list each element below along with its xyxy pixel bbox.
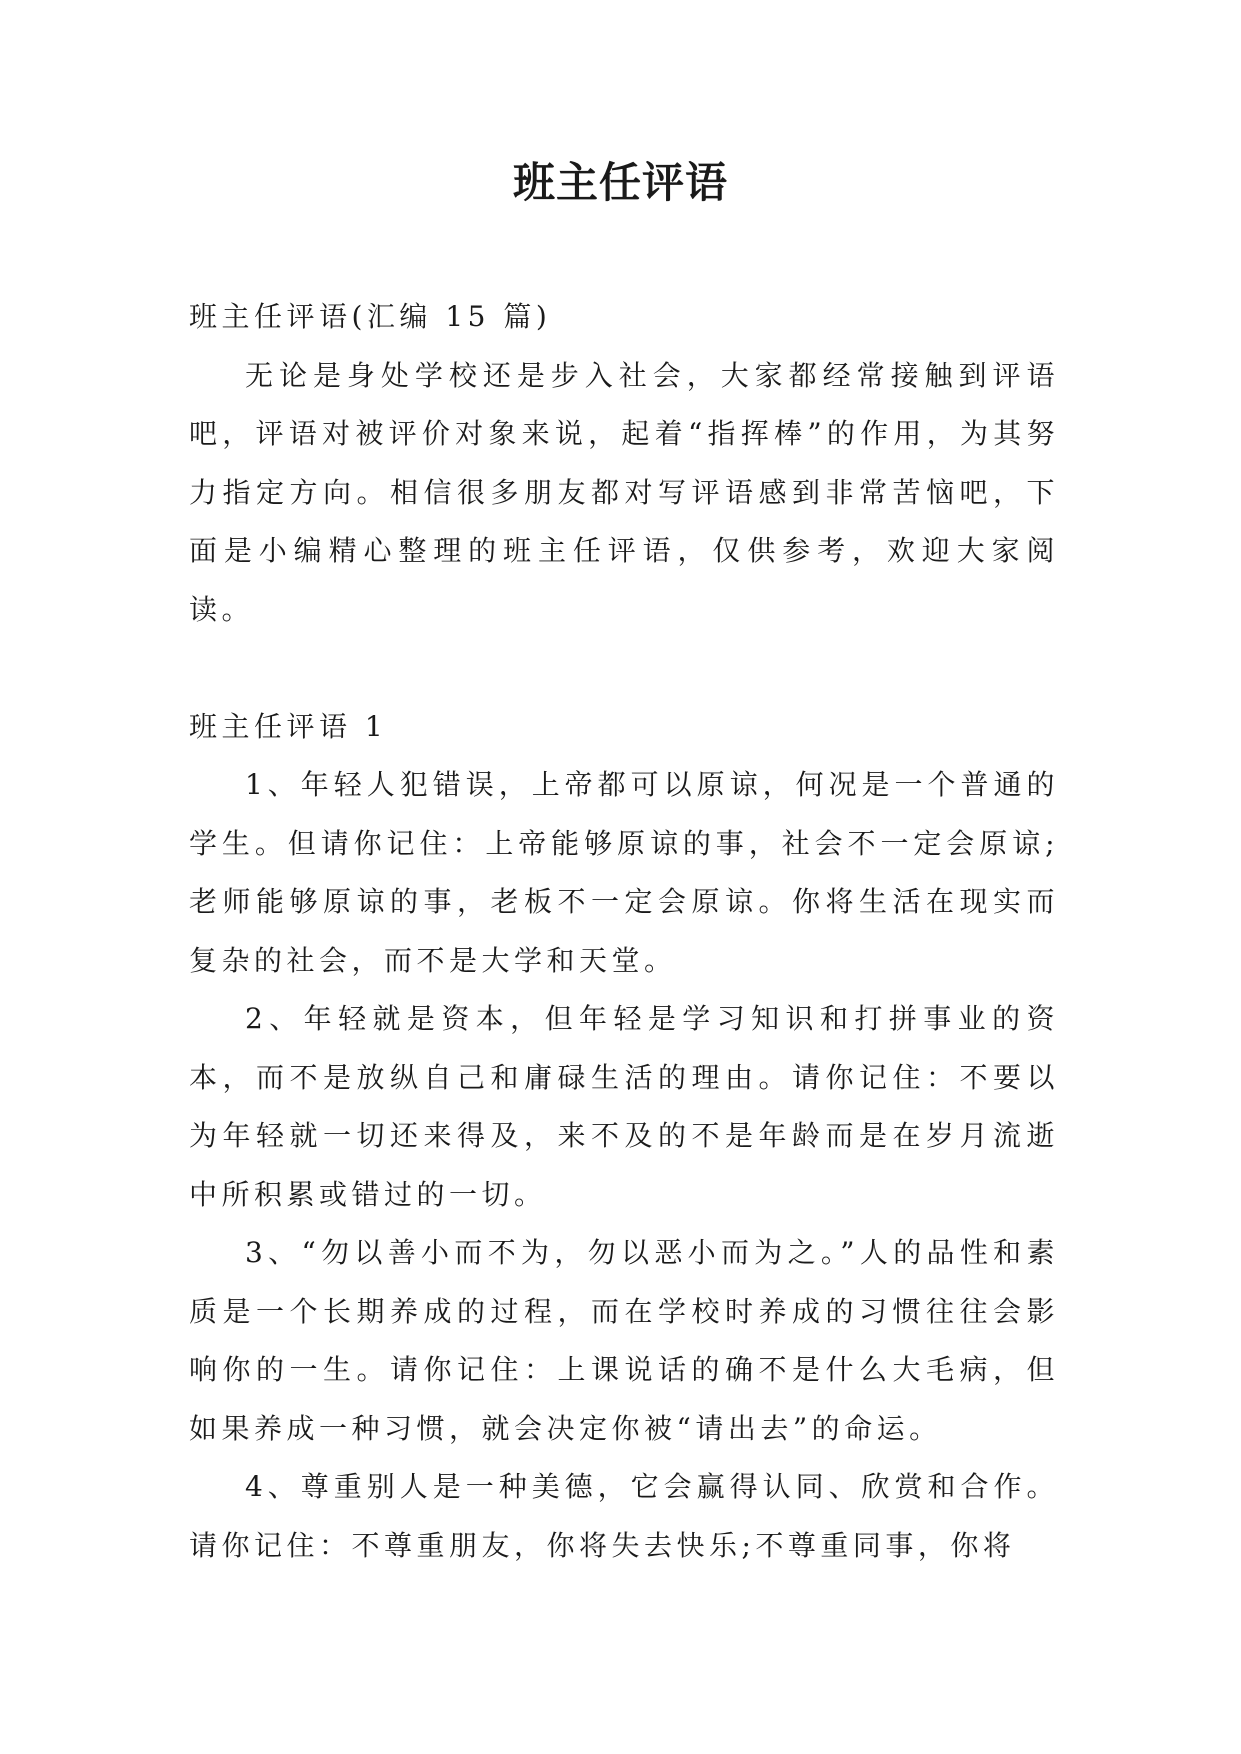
comment-item-1: 1、年轻人犯错误，上帝都可以原谅，何况是一个普通的学生。但请你记住：上帝能够原谅的事，社会不一定会原谅;老师能够原谅的事，老板不一定会原谅。你将生活在现实而复杂的社会，而不是大学和天堂。 — [189, 768, 1059, 977]
comment-item-4: 4、尊重别人是一种美德，它会赢得认同、欣赏和合作。请你记住：不尊重朋友，你将失去快乐;不尊重同事，你将 — [189, 1470, 1059, 1562]
document-subtitle: 班主任评语(汇编 15 篇) — [189, 300, 552, 333]
document-title: 班主任评语 — [512, 158, 728, 207]
comment-item-3: 3、“勿以善小而不为，勿以恶小而为之。”人的品性和素质是一个长期养成的过程，而在学校时养成的习惯往往会影响你的一生。请你记住：上课说话的确不是什么大毛病，但如果养成一种习惯，就会决定你被“请出去”的命运。 — [189, 1236, 1059, 1445]
section-spacer — [189, 639, 1059, 698]
section-heading: 班主任评语 1 — [189, 709, 388, 743]
document-body — [189, 288, 1059, 1575]
comment-item-2: 2、年轻就是资本，但年轻是学习知识和打拼事业的资本，而不是放纵自己和庸碌生活的理由。请你记住：不要以为年轻就一切还来得及，来不及的不是年龄而是在岁月流逝中所积累或错过的一切。 — [189, 1002, 1059, 1211]
intro-paragraph: 无论是身处学校还是步入社会，大家都经常接触到评语吧，评语对被评价对象来说，起着“指挥棒”的作用，为其努力指定方向。相信很多朋友都对写评语感到非常苦恼吧，下面是小编精心整理的班主任评语，仅供参考，欢迎大家阅读。 — [189, 358, 1059, 626]
